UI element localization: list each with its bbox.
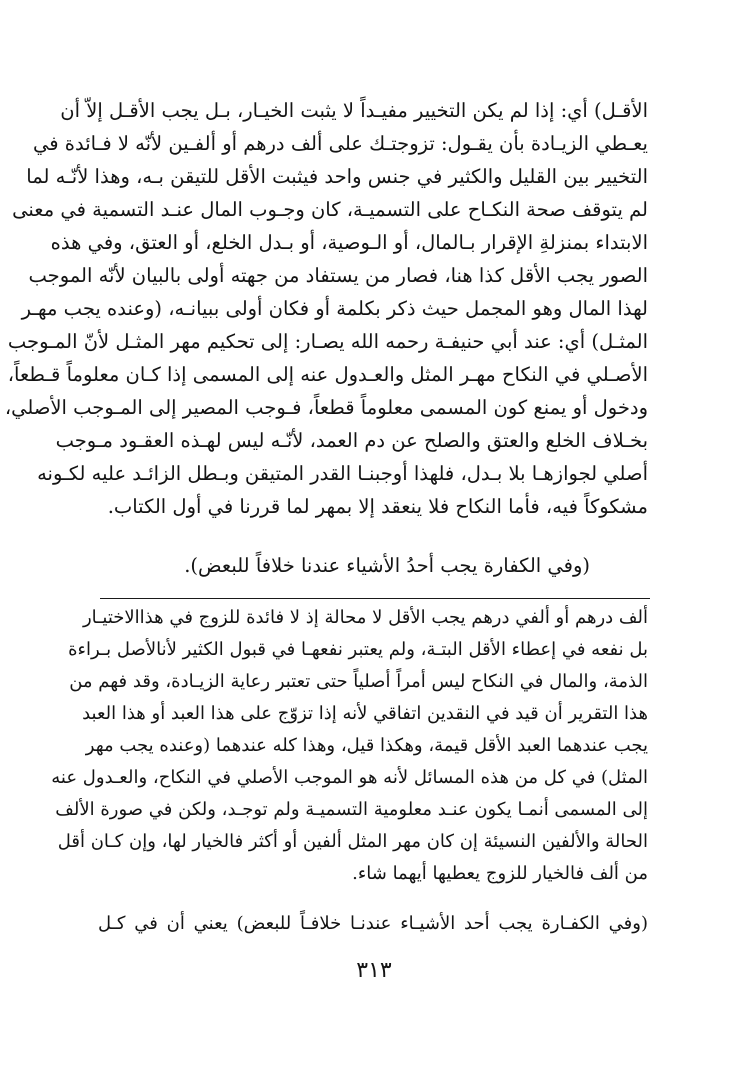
main-line-9: الأصـلي في النكاح مهـر المثل والعـدول عنه إلى المسمى إذا كـان معلوماً قـطعاً، bbox=[7, 363, 648, 386]
main-line-5: الابتداء بمنزلةِ الإقرار بـالمال، أو الـوصية، أو بـدل الخلع، أو العتق، وفي هذه bbox=[50, 231, 648, 254]
footnote-line-6: المثل) في كل من هذه المسائل لأنه هو الموجب الأصلي في النكاح، والعـدول عنه bbox=[51, 767, 648, 788]
footnote-line-7: إلى المسمى أنمـا يكون عنـد معلومية التسميـة ولم توجـد، ولكن في صورة الألف bbox=[55, 799, 648, 820]
main-line-1: الأقـل) أي: إذا لم يكن التخيير مفيـداً لا يثبت الخيـار، بـل يجب الأقـل إلاّ أن bbox=[60, 99, 648, 122]
main-line-10: ودخول أو يمنع كون المسمى معلوماً قطعاً، فـوجب المصير إلى المـوجب الأصلي، bbox=[4, 396, 648, 419]
footnote-line-2: بل نفعه في إعطاء الأقل البتـة، ولم يعتبر نفعهـا في قبول الكثير لأنالأصل بـراءة bbox=[68, 639, 648, 660]
main-line-8: المثـل) أي: عند أبي حنيفـة رحمه الله يصـار: إلى تحكيم مهر المثـل لأنّ المـوجب bbox=[7, 330, 648, 353]
page-number: ٣١٣ bbox=[356, 958, 392, 983]
main-line-3: التخيير بين القليل والكثير في جنس واحد فيثبت الأقل للتيقن بـه، وهذا لأنّـه لما bbox=[26, 165, 648, 188]
footnote-separator bbox=[100, 598, 650, 599]
footnote-closing-line: (وفي الكفـارة يجب أحد الأشيـاء عندنـا خلافـاً للبعض) يعني أن في كـل bbox=[98, 913, 648, 934]
footnote-line-1: ألف درهم أو ألفي درهم يجب الأقل لا محالة إذ لا فائدة للزوج في هذاالاختيـار bbox=[82, 607, 648, 628]
section-heading: (وفي الكفارة يجب أحدُ الأشياء عندنا خلافاً للبعض). bbox=[184, 554, 590, 577]
main-line-12: أصلي لجوازهـا بلا بـدل، فلهذا أوجبنـا القدر المتيقن وبـطل الزائـد عليه لكـونه bbox=[37, 462, 648, 485]
footnote-line-9: من ألف فالخيار للزوج يعطيها أيهما شاء. bbox=[352, 863, 648, 884]
footnote-line-8: الحالة والألفين النسيئة إن كان مهر المثل ألفين أو أكثر فالخيار لها، وإن كـان أقل bbox=[57, 831, 648, 852]
main-line-13: مشكوكاً فيه، فأما النكاح فلا ينعقد إلا بمهر لما قررنا في أول الكتاب. bbox=[107, 495, 648, 518]
main-line-2: يعـطي الزيـادة بأن يقـول: تزوجتـك على ألف درهم أو ألفـين لأنّه لا فـائدة في bbox=[33, 132, 648, 155]
footnote-line-3: الذمة، والمال في النكاح ليس أمراً أصلياً حتى تعتبر رعاية الزيـادة، وقد فهم من bbox=[69, 671, 648, 692]
main-line-7: لهذا المال وهو المجمل حيث ذكر بكلمة أو فكان أولى ببيانـه، (وعنده يجب مهـر bbox=[21, 297, 648, 320]
main-line-4: لم يتوقف صحة النكـاح على التسميـة، كان وجـوب المال عنـد التسمية في معنى bbox=[12, 198, 648, 221]
main-line-6: الصور يجب الأقل كذا هنا، فصار من يستفاد من جهته أولى بالبيان لأنّه الموجب bbox=[28, 264, 648, 287]
footnote-line-5: يجب عندهما العبد الأقل قيمة، وهكذا قيل، وهذا كله عندهما (وعنده يجب مهر bbox=[85, 735, 648, 756]
footnote-line-4: هذا التقرير أن قيد في النقدين اتفاقي لأنه إذا تزوّج على هذا العبد أو هذا العبد bbox=[82, 703, 648, 724]
main-line-11: بخـلاف الخلع والعتق والصلح عن دم العمد، لأنّـه ليس لهـذه العقـود مـوجب bbox=[55, 429, 648, 452]
